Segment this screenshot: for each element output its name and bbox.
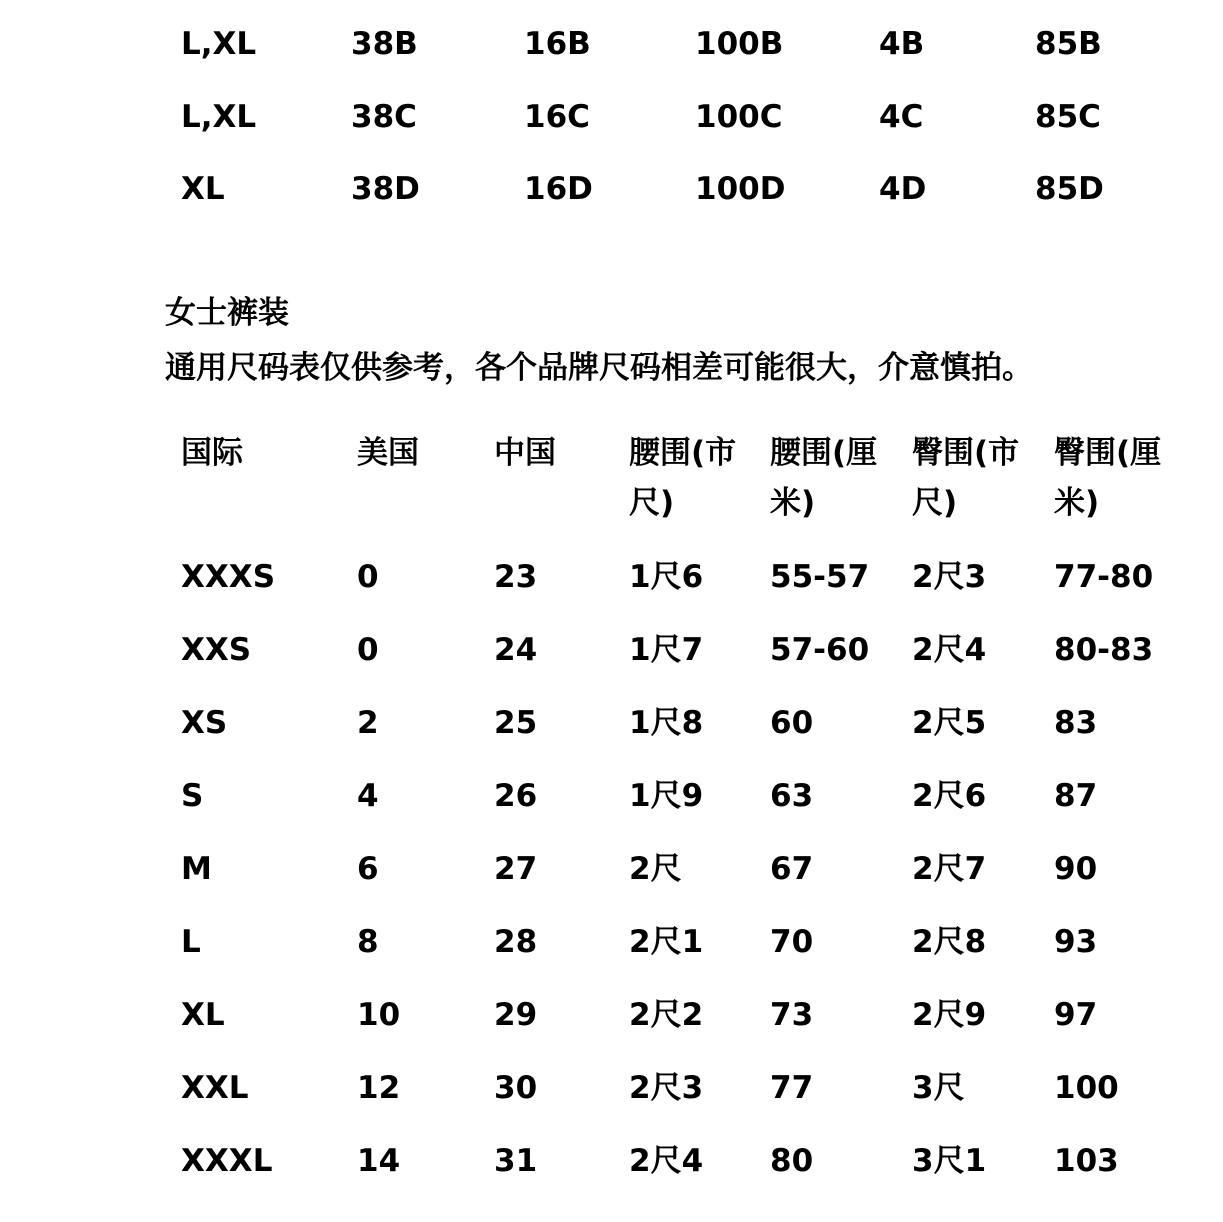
cn-size-cell: 30 bbox=[494, 1070, 538, 1106]
intl-size-cell: XS bbox=[181, 705, 228, 741]
hip-cm-cell: 90 bbox=[1054, 851, 1098, 887]
us-size-cell: 6 bbox=[357, 851, 379, 887]
intl-size-cell: XL bbox=[181, 171, 225, 207]
table-row bbox=[0, 167, 1223, 211]
waist-shichi-cell: 1尺6 bbox=[629, 559, 704, 595]
cn-size-cell: 31 bbox=[494, 1143, 538, 1179]
intl-size-cell: L,XL bbox=[181, 99, 257, 135]
size-cell: 85C bbox=[1035, 99, 1101, 135]
size-disclaimer: 通用尺码表仅供参考，各个品牌尺码相差可能很大，介意慎拍。 bbox=[165, 350, 1033, 386]
size-cell: 16D bbox=[524, 171, 593, 207]
intl-size-cell: L,XL bbox=[181, 26, 257, 62]
us-size-cell: 12 bbox=[357, 1070, 401, 1106]
hip-cm-cell: 97 bbox=[1054, 997, 1098, 1033]
size-cell: 4C bbox=[879, 99, 924, 135]
hip-shichi-cell: 2尺6 bbox=[912, 778, 987, 814]
size-cell: 4D bbox=[879, 171, 927, 207]
section-title: 女士裤装 bbox=[165, 295, 289, 331]
waist-cm-cell: 60 bbox=[770, 705, 814, 741]
table-row bbox=[0, 701, 1223, 745]
waist-shichi-cell: 2尺2 bbox=[629, 997, 704, 1033]
waist-cm-cell: 73 bbox=[770, 997, 814, 1033]
waist-shichi-cell: 2尺4 bbox=[629, 1143, 704, 1179]
table-row bbox=[0, 95, 1223, 139]
cn-size-cell: 25 bbox=[494, 705, 538, 741]
intl-size-cell: L bbox=[181, 924, 201, 960]
column-header-cn: 中国 bbox=[494, 435, 556, 471]
size-cell: 4B bbox=[879, 26, 925, 62]
table-row bbox=[0, 1139, 1223, 1183]
column-header-waist-shichi: 腰围(市尺) bbox=[629, 435, 737, 521]
hip-cm-cell: 80-83 bbox=[1054, 632, 1154, 668]
cn-size-cell: 23 bbox=[494, 559, 538, 595]
size-cell: 100C bbox=[695, 99, 783, 135]
waist-shichi-cell: 1尺7 bbox=[629, 632, 704, 668]
table-row bbox=[0, 774, 1223, 818]
hip-cm-cell: 100 bbox=[1054, 1070, 1119, 1106]
cn-size-cell: 24 bbox=[494, 632, 538, 668]
cn-size-cell: 26 bbox=[494, 778, 538, 814]
us-size-cell: 10 bbox=[357, 997, 401, 1033]
intl-size-cell: XXL bbox=[181, 1070, 249, 1106]
table-row bbox=[0, 22, 1223, 66]
size-cell: 16B bbox=[524, 26, 591, 62]
us-size-cell: 14 bbox=[357, 1143, 401, 1179]
hip-cm-cell: 77-80 bbox=[1054, 559, 1154, 595]
hip-shichi-cell: 2尺4 bbox=[912, 632, 987, 668]
table-row bbox=[0, 920, 1223, 964]
intl-size-cell: S bbox=[181, 778, 204, 814]
hip-shichi-cell: 2尺5 bbox=[912, 705, 987, 741]
size-cell: 16C bbox=[524, 99, 590, 135]
hip-shichi-cell: 2尺7 bbox=[912, 851, 987, 887]
waist-shichi-cell: 1尺8 bbox=[629, 705, 704, 741]
waist-shichi-cell: 1尺9 bbox=[629, 778, 704, 814]
cn-size-cell: 28 bbox=[494, 924, 538, 960]
hip-shichi-cell: 2尺3 bbox=[912, 559, 987, 595]
us-size-cell: 2 bbox=[357, 705, 379, 741]
us-size-cell: 0 bbox=[357, 632, 379, 668]
intl-size-cell: XXXL bbox=[181, 1143, 273, 1179]
table-row bbox=[0, 847, 1223, 891]
hip-shichi-cell: 2尺9 bbox=[912, 997, 987, 1033]
size-cell: 85D bbox=[1035, 171, 1104, 207]
cn-size-cell: 27 bbox=[494, 851, 538, 887]
hip-shichi-cell: 3尺1 bbox=[912, 1143, 987, 1179]
table-row bbox=[0, 993, 1223, 1037]
table-row bbox=[0, 1066, 1223, 1110]
column-header-waist-cm: 腰围(厘米) bbox=[770, 435, 878, 521]
hip-cm-cell: 83 bbox=[1054, 705, 1098, 741]
us-size-cell: 0 bbox=[357, 559, 379, 595]
table-row bbox=[0, 628, 1223, 672]
cn-size-cell: 29 bbox=[494, 997, 538, 1033]
column-header-hip-shichi: 臀围(市尺) bbox=[912, 435, 1020, 521]
waist-cm-cell: 80 bbox=[770, 1143, 814, 1179]
waist-cm-cell: 57-60 bbox=[770, 632, 870, 668]
size-cell: 38C bbox=[351, 99, 417, 135]
column-header-intl: 国际 bbox=[181, 435, 243, 471]
size-cell: 38B bbox=[351, 26, 418, 62]
waist-cm-cell: 55-57 bbox=[770, 559, 870, 595]
size-cell: 100B bbox=[695, 26, 784, 62]
waist-cm-cell: 67 bbox=[770, 851, 814, 887]
size-cell: 100D bbox=[695, 171, 786, 207]
table-row bbox=[0, 555, 1223, 599]
table-header bbox=[0, 428, 1223, 528]
hip-shichi-cell: 2尺8 bbox=[912, 924, 987, 960]
waist-shichi-cell: 2尺3 bbox=[629, 1070, 704, 1106]
intl-size-cell: XXS bbox=[181, 632, 252, 668]
hip-shichi-cell: 3尺 bbox=[912, 1070, 965, 1106]
waist-shichi-cell: 2尺 bbox=[629, 851, 682, 887]
hip-cm-cell: 103 bbox=[1054, 1143, 1119, 1179]
column-header-hip-cm: 臀围(厘米) bbox=[1054, 435, 1162, 521]
size-cell: 38D bbox=[351, 171, 420, 207]
hip-cm-cell: 93 bbox=[1054, 924, 1098, 960]
intl-size-cell: XL bbox=[181, 997, 225, 1033]
intl-size-cell: M bbox=[181, 851, 212, 887]
us-size-cell: 8 bbox=[357, 924, 379, 960]
waist-cm-cell: 63 bbox=[770, 778, 814, 814]
waist-shichi-cell: 2尺1 bbox=[629, 924, 704, 960]
hip-cm-cell: 87 bbox=[1054, 778, 1098, 814]
us-size-cell: 4 bbox=[357, 778, 379, 814]
size-cell: 85B bbox=[1035, 26, 1102, 62]
intl-size-cell: XXXS bbox=[181, 559, 276, 595]
column-header-us: 美国 bbox=[357, 435, 419, 471]
waist-cm-cell: 70 bbox=[770, 924, 814, 960]
waist-cm-cell: 77 bbox=[770, 1070, 814, 1106]
